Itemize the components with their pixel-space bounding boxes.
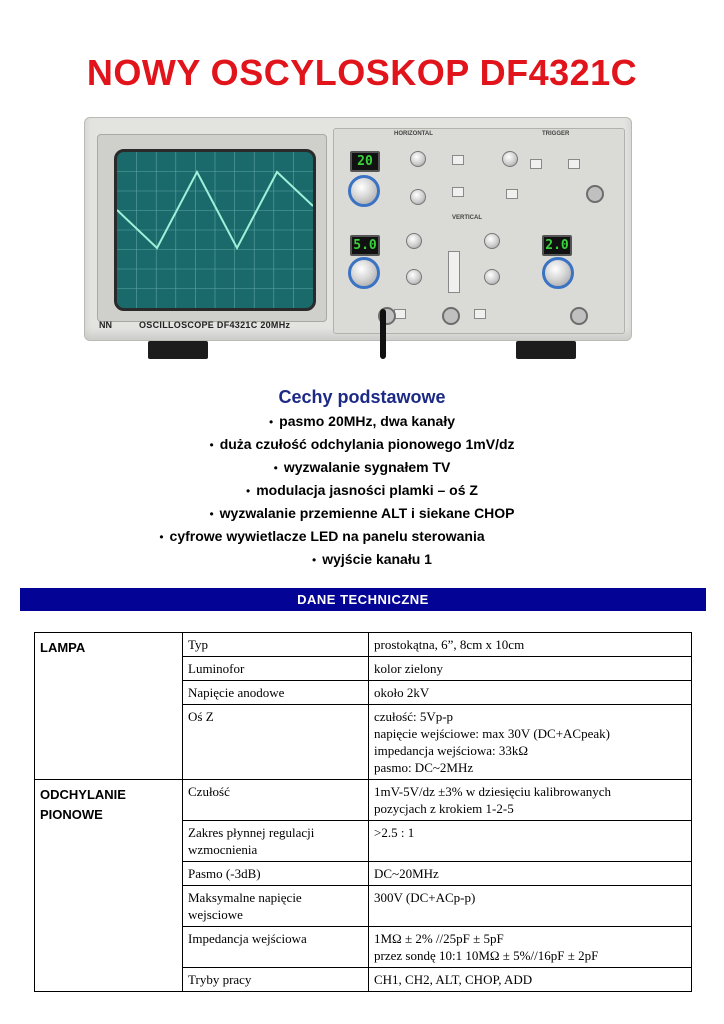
spec-param-cell — [183, 657, 369, 681]
spec-value-cell — [369, 681, 692, 705]
bullet-icon: • — [268, 415, 274, 429]
spec-group-name: LAMPA — [40, 640, 86, 655]
table-row — [35, 780, 692, 821]
feature-item — [0, 479, 724, 502]
spec-value-cell — [369, 886, 692, 927]
slope-button — [506, 189, 518, 199]
x10-button — [452, 187, 464, 197]
right-foot — [516, 341, 576, 359]
spec-param-text: Tryby pracy — [188, 972, 252, 987]
spec-param-cell — [183, 927, 369, 968]
spec-param-text: Czułość — [188, 784, 230, 799]
ch2-input-connector — [570, 307, 588, 325]
spec-value-cell — [369, 862, 692, 886]
spec-value-text: 1MΩ ± 2% //25pF ± 5pF — [374, 931, 504, 946]
ch1-volts-display: 5.0 — [350, 235, 380, 256]
spec-param-text: Typ — [188, 637, 209, 652]
feature-text: modulacja jasności plamki – oś Z — [256, 482, 478, 498]
spec-param-text: Napięcie anodowe — [188, 685, 285, 700]
spec-value-cell — [369, 633, 692, 657]
section-header-bar: DANE TECHNICZNE — [20, 588, 706, 611]
spec-value-text: 300V (DC+ACp-p) — [374, 890, 476, 905]
ground-connector — [442, 307, 460, 325]
page-title: NOWY OSCYLOSKOP DF4321C — [86, 52, 638, 93]
vertical-label: VERTICAL — [452, 215, 482, 221]
probe-cable — [380, 309, 386, 359]
feature-text: pasmo 20MHz, dwa kanały — [279, 413, 456, 429]
ext-trig-connector — [586, 185, 604, 203]
screen-graticule — [117, 152, 313, 308]
feature-item — [0, 410, 724, 433]
spec-value-text: czułość: 5Vp-p — [374, 709, 454, 724]
feature-item — [0, 525, 724, 548]
spec-group-name: ODCHYLANIE — [40, 787, 126, 802]
bullet-icon: • — [159, 530, 164, 544]
spec-value-text: CH1, CH2, ALT, CHOP, ADD — [374, 972, 533, 987]
feature-item — [0, 433, 724, 456]
features-list — [0, 410, 724, 571]
trigger-label: TRIGGER — [542, 131, 570, 137]
control-panel — [333, 128, 625, 334]
spec-param-cell — [183, 705, 369, 780]
spec-value-text: napięcie wejściowe: max 30V (DC+ACpeak) — [374, 726, 610, 741]
spec-param-cell — [183, 886, 369, 927]
ch1-variable-knob — [406, 269, 422, 285]
time-div-knob — [348, 175, 380, 207]
feature-text: wyjście kanału 1 — [322, 551, 432, 567]
ch2-volts-display: 2.0 — [542, 235, 572, 256]
oscilloscope-body — [84, 117, 632, 341]
spec-param-cell — [183, 862, 369, 886]
spec-value-text: DC~20MHz — [374, 866, 439, 881]
ch2-volts-knob — [542, 257, 574, 289]
spec-group-name: PIONOWE — [40, 807, 103, 822]
trigger-level-knob — [502, 151, 518, 167]
spec-param-cell — [183, 821, 369, 862]
spec-param-text: Impedancja wejściowa — [188, 931, 307, 946]
spec-value-text: około 2kV — [374, 685, 430, 700]
feature-text: wyzwalanie sygnałem TV — [283, 459, 451, 475]
ch2-position-knob — [484, 233, 500, 249]
bullet-icon: • — [273, 461, 278, 475]
source-button — [568, 159, 580, 169]
vertical-mode-switch — [448, 251, 460, 293]
spec-value-text: 1mV-5V/dz ±3% w dziesięciu kalibrowanych — [374, 784, 611, 799]
spec-param-cell — [183, 681, 369, 705]
screen-bezel — [97, 134, 327, 322]
ch2-variable-knob — [484, 269, 500, 285]
spec-group-cell — [35, 780, 183, 992]
horizontal-label: HORIZONTAL — [394, 131, 433, 137]
bullet-icon: • — [246, 484, 251, 498]
ch1-volts-knob — [348, 257, 380, 289]
feature-item — [0, 456, 724, 479]
spec-param-text: Oś Z — [188, 709, 214, 724]
spec-value-cell — [369, 657, 692, 681]
spec-param-text: Maksymalne napięcie — [188, 890, 302, 905]
bullet-icon: • — [312, 553, 317, 567]
table-row — [35, 633, 692, 657]
h-variable-knob — [410, 189, 426, 205]
crt-screen — [114, 149, 316, 311]
spec-param-text: Pasmo (-3dB) — [188, 866, 261, 881]
spec-value-cell — [369, 927, 692, 968]
xy-button — [452, 155, 464, 165]
spec-value-text: pozycjach z krokiem 1-2-5 — [374, 801, 514, 816]
feature-item — [0, 548, 724, 571]
model-label: OSCILLOSCOPE DF4321C 20MHz — [139, 320, 291, 330]
spec-param-text: Luminofor — [188, 661, 245, 676]
left-foot — [148, 341, 208, 359]
time-div-display: 20 — [350, 151, 380, 172]
spec-value-text: prostokątna, 6”, 8cm x 10cm — [374, 637, 525, 652]
spec-value-cell — [369, 780, 692, 821]
spec-param-text: Zakres płynnej regulacji — [188, 825, 315, 840]
spec-value-text: pasmo: DC~2MHz — [374, 760, 474, 775]
bullet-icon: • — [209, 507, 214, 521]
spec-value-cell — [369, 968, 692, 992]
spec-param-text: wejsciowe — [188, 907, 243, 922]
spec-param-cell — [183, 968, 369, 992]
spec-table — [34, 632, 692, 992]
spec-value-text: impedancja wejściowa: 33kΩ — [374, 743, 529, 758]
feature-text: wyzwalanie przemienne ALT i siekane CHOP — [219, 505, 515, 521]
feature-item — [0, 502, 724, 525]
spec-value-text: przez sondę 10:1 10MΩ ± 5%//16pF ± 2pF — [374, 948, 599, 963]
spec-param-cell — [183, 633, 369, 657]
ch1-position-knob — [406, 233, 422, 249]
spec-value-text: kolor zielony — [374, 661, 443, 676]
oscilloscope-image — [84, 117, 632, 360]
h-position-knob — [410, 151, 426, 167]
ch2-coupling-button — [474, 309, 486, 319]
spec-param-cell — [183, 780, 369, 821]
spec-value-cell — [369, 821, 692, 862]
feature-text: duża czułość odchylania pionowego 1mV/dz — [219, 436, 515, 452]
bullet-icon: • — [209, 438, 214, 452]
spec-param-text: wzmocnienia — [188, 842, 258, 857]
spec-value-cell — [369, 705, 692, 780]
spec-value-text: >2.5 : 1 — [374, 825, 415, 840]
features-heading: Cechy podstawowe — [278, 387, 446, 407]
brand-logo: NN — [99, 320, 112, 330]
mode-button — [530, 159, 542, 169]
feature-text: cyfrowe wywietlacze LED na panelu sterowania — [169, 528, 485, 544]
spec-group-cell — [35, 633, 183, 780]
